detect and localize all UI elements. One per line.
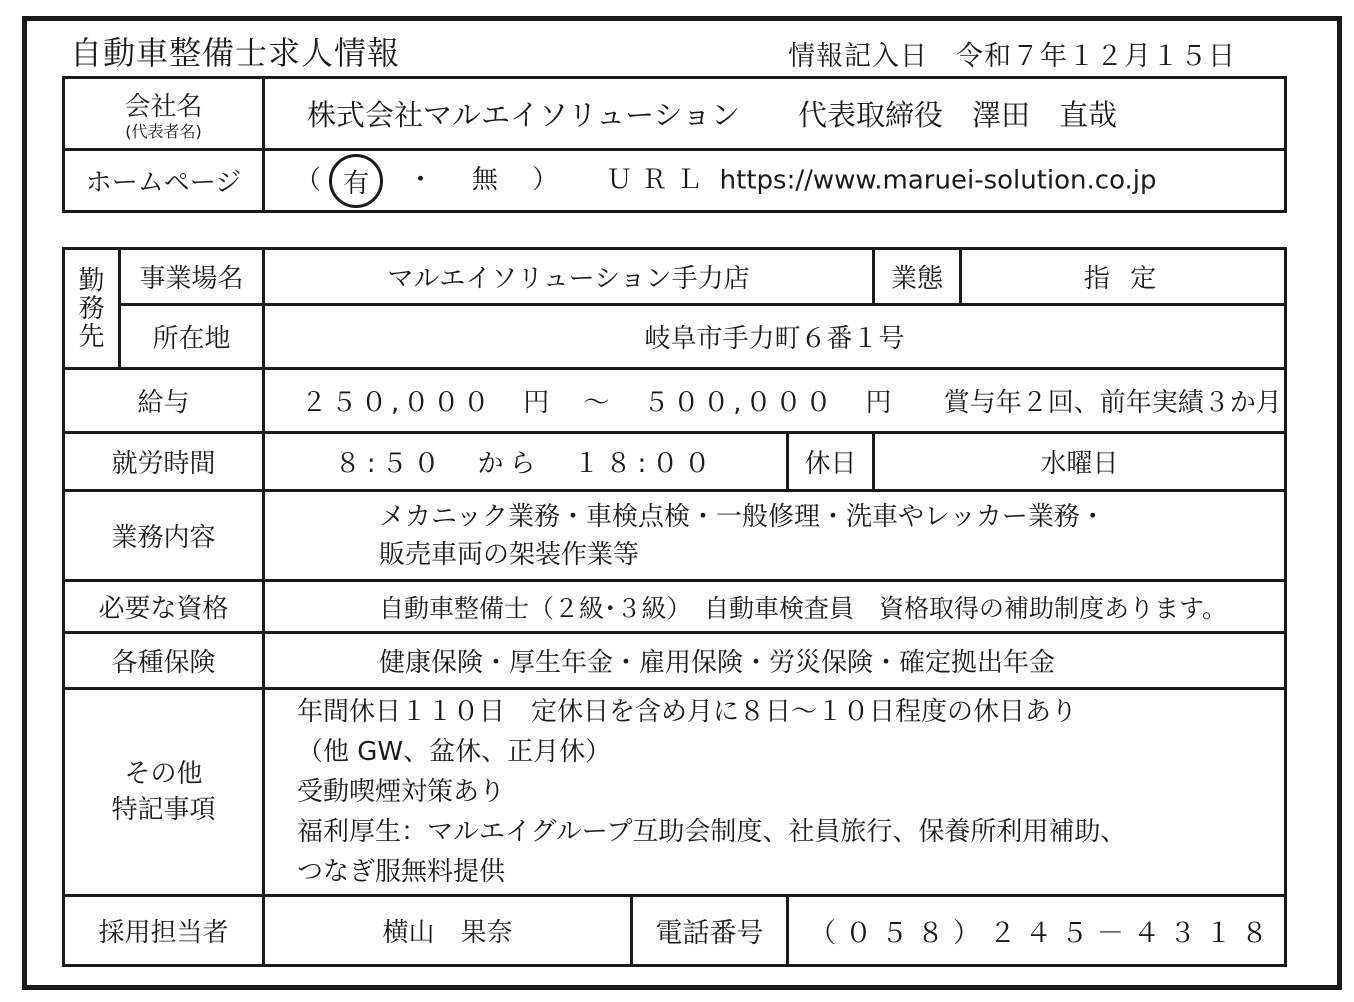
office-name-label: 事業場名 (120, 249, 264, 305)
duties-label: 業務内容 (64, 491, 264, 581)
other-line-4: 福利厚生：マルエイグループ互助会制度、社員旅行、保養所利用補助、 (297, 817, 1127, 847)
business-type: 指 定 (1083, 264, 1163, 294)
qualification-label: 必要な資格 (64, 581, 264, 633)
other-line-5: つなぎ服無料提供 (297, 857, 506, 887)
business-type-label: 業態 (875, 250, 962, 303)
workplace-char-3: 先 (78, 321, 105, 352)
address-label: 所在地 (120, 305, 264, 369)
other-label-line-1: その他 (124, 759, 203, 789)
business-type-row (874, 249, 1286, 305)
open-paren: （ (295, 165, 322, 195)
salary-range: ２５０,０００ 円 ～ ５００,０００ 円 (301, 388, 896, 418)
homepage-cell (264, 150, 1286, 212)
company-sublabel: (代表者名) (125, 122, 202, 141)
homepage-label: ホームページ (64, 150, 264, 212)
company-table (62, 76, 1287, 213)
insurance-label: 各種保険 (64, 633, 264, 689)
phone-number[interactable]: （０５８）２４５－４３１８ (788, 896, 1286, 966)
salary-label: 給与 (64, 369, 264, 433)
other-line-3: 受動喫煙対策あり (297, 777, 506, 807)
phone-label: 電話番号 (632, 896, 788, 966)
company-label: 会社名 (124, 92, 203, 122)
workplace-group-label (64, 249, 120, 369)
office-name: マルエイソリューション手力店 (264, 249, 874, 305)
homepage-no: 無 (471, 165, 498, 195)
contact-person-label: 採用担当者 (64, 896, 264, 966)
workplace-char-1: 勤 (78, 265, 105, 296)
entry-date: 情報記入日 令和７年１２月１５日 (788, 41, 1236, 72)
job-details-table (62, 247, 1287, 967)
salary-cell (264, 369, 1286, 433)
duties-cell (264, 491, 1286, 581)
address: 岐阜市手力町６番１号 (264, 305, 1286, 369)
homepage-yes-circled: 有 (329, 154, 383, 208)
close-paren: ） (532, 165, 559, 195)
company-name: 株式会社マルエイソリューション 代表取締役 澤田 直哉 (264, 78, 1286, 150)
holiday-label: 休日 (788, 433, 874, 491)
other-label-line-2: 特記事項 (111, 795, 216, 825)
other-line-1: 年間休日１１０日 定休日を含め月に８日～１０日程度の休日あり (297, 697, 1078, 727)
url-label: ＵＲＬ (606, 165, 712, 195)
hours-label: 就労時間 (64, 433, 264, 491)
qualification-value: 自動車整備士（２級･３級） 自動車検査員 資格取得の補助制度あります。 (264, 581, 1286, 633)
company-label-cell (64, 78, 264, 150)
page-title: 自動車整備士求人情報 (70, 34, 401, 72)
workplace-char-2: 務 (78, 293, 105, 324)
duties-line-1: メカニック業務・車検点検・一般修理・洗車やレッカー業務・ (379, 501, 1106, 532)
salary-bonus: 賞与年２回、前年実績３か月 (943, 388, 1282, 418)
insurance-value: 健康保険・厚生年金・雇用保険・労災保険・確定拠出年金 (264, 633, 1286, 689)
other-line-2: （他 GW、盆休、正月休） (297, 737, 612, 767)
working-hours: ８:５０ から １８:００ (264, 433, 788, 491)
homepage-url[interactable]: https://www.maruei-solution.co.jp (719, 165, 1157, 195)
duties-line-2: 販売車両の架装作業等 (379, 539, 640, 570)
separator-dot: ・ (407, 165, 434, 195)
holiday-value: 水曜日 (874, 433, 1286, 491)
contact-person: 横山 果奈 (264, 896, 632, 966)
other-notes (264, 689, 1286, 896)
other-label (64, 689, 264, 896)
